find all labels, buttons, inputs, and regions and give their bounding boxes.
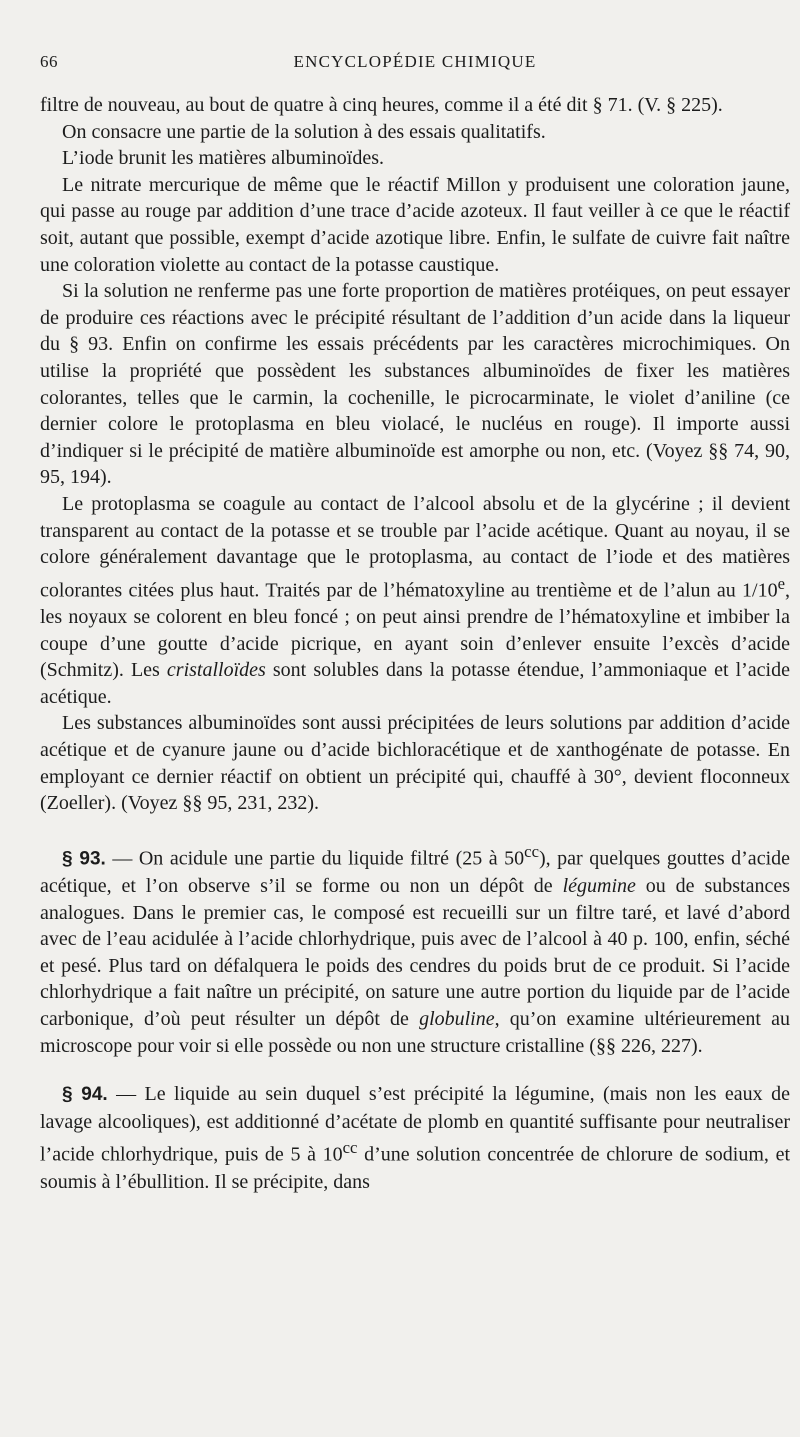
page-header	[40, 52, 790, 78]
section-text: d’une solution concentrée de chlorure de sodium, et soumis à l’ébullition. Il se précipite, dans	[40, 1143, 791, 1193]
page-number: 66	[40, 52, 58, 71]
section-94	[40, 1081, 790, 1195]
paragraph: Le nitrate mercurique de même que le réactif Millon y produisent une coloration jaune, qui passe au rouge par addition d’une trace d’acide azoteux. Il faut veiller à ce que le réactif soit, autant que possible, exempt d’acide azotique libre. Enfin, le sulfate de cuivre fait naître une coloration violette au contact de la potasse caustique.	[40, 173, 790, 276]
section-text: ou de substances analogues. Dans le premier cas, le composé est recueilli sur un filtre taré, et lavé d’abord avec de l’eau acidulée à l’acide chlorhydrique, puis avec de l’alcool à 40 p. 100, enfin, séché et pesé. Plus tard on défalquera le poids des cendres du poids brut de ce produit. Si l’acide chlorhydrique a fait naître un précipité, on sature une autre portion du liquide par de l’acide carbonique, d’où peut résulter un dépôt de	[40, 874, 790, 1030]
paragraph-text: sont solubles dans la potasse étendue, l’ammoniaque et l’acide acétique.	[40, 659, 790, 708]
superscript: cc	[524, 841, 539, 861]
paragraph: Si la solution ne renferme pas une forte proportion de matières protéiques, on peut essayer de produire ces réactions avec le précipité résultant de l’addition d’un acide dans la liqueur du § 93. Enfin on confirme les essais précédents par les caractères microchimiques. On utilise la propriété que possèdent les substances albuminoïdes de fixer les matières colorantes, telles que le carmin, la cochenille, le picrocarminate, le violet d’aniline (ce dernier colore le protoplasma en bleu violacé, le nucléus en rouge). Il importe aussi d’indiquer si le précipité de matière albuminoïde est amorphe ou non, etc. (Voyez §§ 74, 90, 95, 194).	[40, 280, 790, 489]
paragraph: Les substances albuminoïdes sont aussi précipitées de leurs solutions par addition d’acide acétique et de cyanure jaune ou d’acide bichloracétique et de xanthogénate de potasse. En employant ce dernier réactif on obtient un précipité qui, chauffé à 30°, devient floconneux (Zoeller). (Voyez §§ 95, 231, 232).	[40, 712, 790, 815]
section-number: § 93.	[62, 848, 106, 870]
paragraph-text: Le protoplasma se coagule au contact de l’alcool absolu et de la glycérine ; il devient transparent au contact de la potasse et se trouble par l’acide acétique. Quant au noyau, il se colore généralement davantage que le protoplasma, au contact de l’iode et des matières colorantes citées plus haut. Traités par de l’hématoxyline au trentième et de l’alun au 1/10	[40, 492, 790, 602]
paragraph: filtre de nouveau, au bout de quatre à cinq heures, comme il a été dit § 71. (V. § 225).	[40, 94, 723, 116]
paragraph: On consacre une partie de la solution à des essais qualitatifs.	[62, 120, 546, 143]
italic-term: globuline	[419, 1007, 495, 1030]
section-number: § 94.	[62, 1084, 108, 1106]
body-text	[40, 92, 790, 1195]
paragraph-text: , les noyaux se colorent en bleu foncé ; on peut ainsi prendre de l’hématoxyline et imbiber la coupe d’une goutte d’acide picrique, en ayant soin d’enlever ensuite l’excès d’acide (Schmitz). Les	[40, 579, 790, 682]
section-93	[40, 839, 790, 1059]
paragraph: L’iode brunit les matières albuminoïdes.	[62, 147, 384, 170]
page	[40, 52, 790, 1195]
section-text: ), par quelques gouttes d’acide acétique, et l’on observe s’il se forme ou non un dépôt de	[40, 847, 790, 897]
superscript: e	[777, 573, 785, 593]
superscript: cc	[342, 1138, 358, 1158]
section-text: — On acidule une partie du liquide filtré (25 à 50	[105, 847, 525, 870]
paragraph	[40, 491, 790, 710]
section-text: — Le liquide au sein duquel s’est précipité la légumine, (mais non les eaux de lavage alcooliques), est additionné d’acétate de plomb en quantité suffisante pour neutraliser l’acide chlorhydrique, puis de 5 à 10	[40, 1083, 790, 1166]
italic-term: légumine	[562, 874, 636, 897]
section-text: , qu’on examine ultérieurement au microscope pour voir si elle possède ou non une structure cristalline (§§ 226, 227).	[40, 1007, 790, 1057]
italic-term: cristalloïdes	[166, 659, 266, 682]
running-title: ENCYCLOPÉDIE CHIMIQUE	[293, 52, 537, 71]
